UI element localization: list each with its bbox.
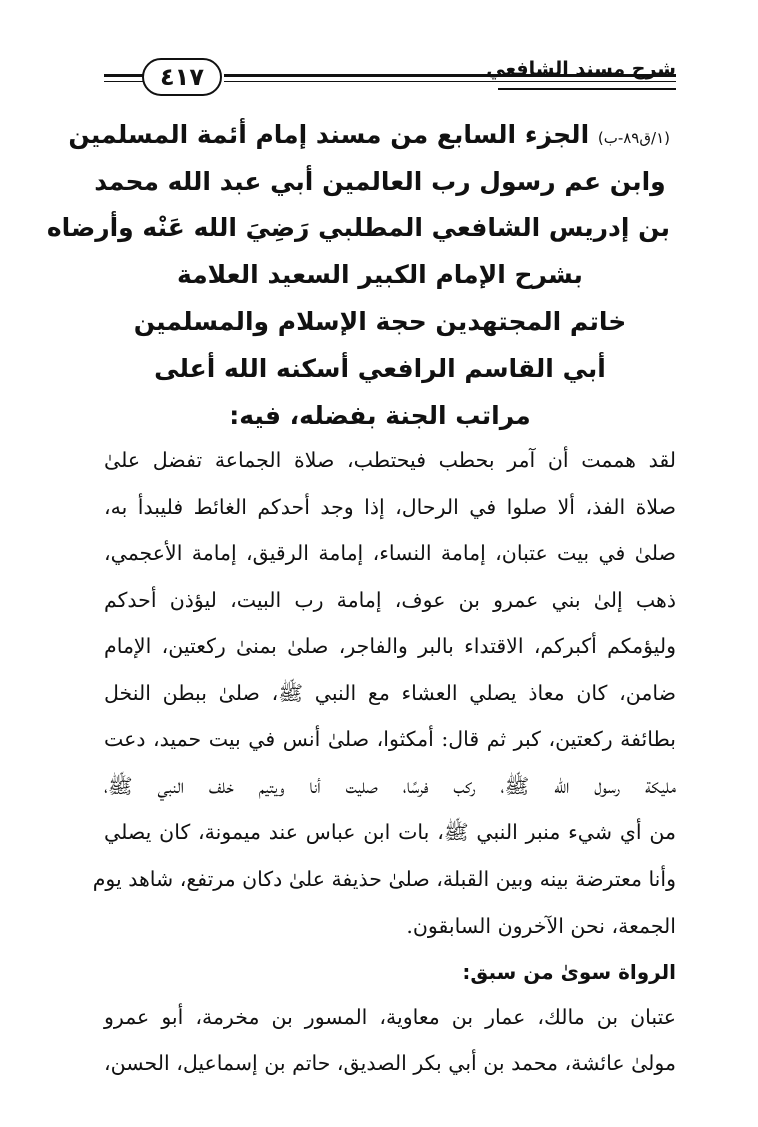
body-line: الجمعة، نحن الآخرون السابقون. [406, 914, 676, 938]
body-line: مليكة رسول الله ﷺ، ركب فرسًا، صليت أنا ويتيم خلف النبي ﷺ، [104, 774, 676, 798]
body-line: صلاة الفذ، ألا صلوا في الرحال، إذا وجد أحدكم الغائط فليبدأ به، [104, 495, 676, 519]
body-line: وأنا معترضة بينه وبين القبلة، صلىٰ حذيفة علىٰ دكان مرتفع، شاهد يوم [92, 867, 676, 891]
narrators-line: مولىٰ عائشة، محمد بن أبي بكر الصديق، حاتم بن إسماعيل، الحسن، [104, 1051, 676, 1075]
header-rule-thick [224, 74, 676, 77]
narrators-line: عتبان بن مالك، عمار بن معاوية، المسور بن مخرمة، أبو عمرو [104, 1005, 676, 1029]
body-line: بطائفة ركعتين، كبر ثم قال: أمكثوا، صلىٰ أنس في بيت حميد، دعت [104, 727, 676, 751]
title-underline [498, 88, 676, 90]
body-line: لقد هممت أن آمر بحطب فيحتطب، صلاة الجماعة تفضل علىٰ [104, 448, 676, 472]
heading-line-7: مراتب الجنة بفضله، فيه: [229, 401, 531, 430]
page-header [104, 52, 676, 96]
heading-line-4: بشرح الإمام الكبير السعيد العلامة [177, 260, 583, 289]
heading-line-3: بن إدريس الشافعي المطلبي رَضِيَ الله عَنْه وأرضاه [46, 213, 670, 242]
running-title: شرح مسند الشافعي [486, 58, 676, 80]
header-rule-left-thin [104, 81, 144, 82]
body-line: ذهب إلىٰ بني عمرو بن عوف، إمامة رب البيت، ليؤذن أحدكم [104, 588, 676, 612]
body-line: من أي شيء منبر النبي ﷺ، بات ابن عباس عند ميمونة، كان يصلي [104, 820, 676, 844]
heading-text: الجزء السابع من مسند إمام أئمة المسلمين [68, 120, 590, 149]
page-number: ٤١٧ [142, 58, 222, 96]
header-rule-left-thick [104, 74, 144, 77]
header-rule-thin [224, 81, 676, 82]
body-line: صلىٰ في بيت عتبان، إمامة النساء، إمامة الرقيق، إمامة الأعجمي، [104, 541, 676, 565]
body-line: وليؤمكم أكبركم، الاقتداء بالبر والفاجر، صلىٰ بمنىٰ ركعتين، الإمام [104, 634, 676, 658]
heading-line-1 [68, 120, 670, 149]
narrators-subheading: الرواة سوىٰ من سبق: [462, 960, 676, 984]
manuscript-ref: (١/ق٨٩-ب) [597, 129, 670, 147]
body-line: ضامن، كان معاذ يصلي العشاء مع النبي ﷺ، صلىٰ ببطن النخل [104, 681, 676, 705]
heading-line-5: خاتم المجتهدين حجة الإسلام والمسلمين [133, 307, 627, 336]
heading-line-2: وابن عم رسول رب العالمين أبي عبد الله محمد [94, 167, 666, 196]
heading-line-6: أبي القاسم الرافعي أسكنه الله أعلى [154, 354, 606, 383]
